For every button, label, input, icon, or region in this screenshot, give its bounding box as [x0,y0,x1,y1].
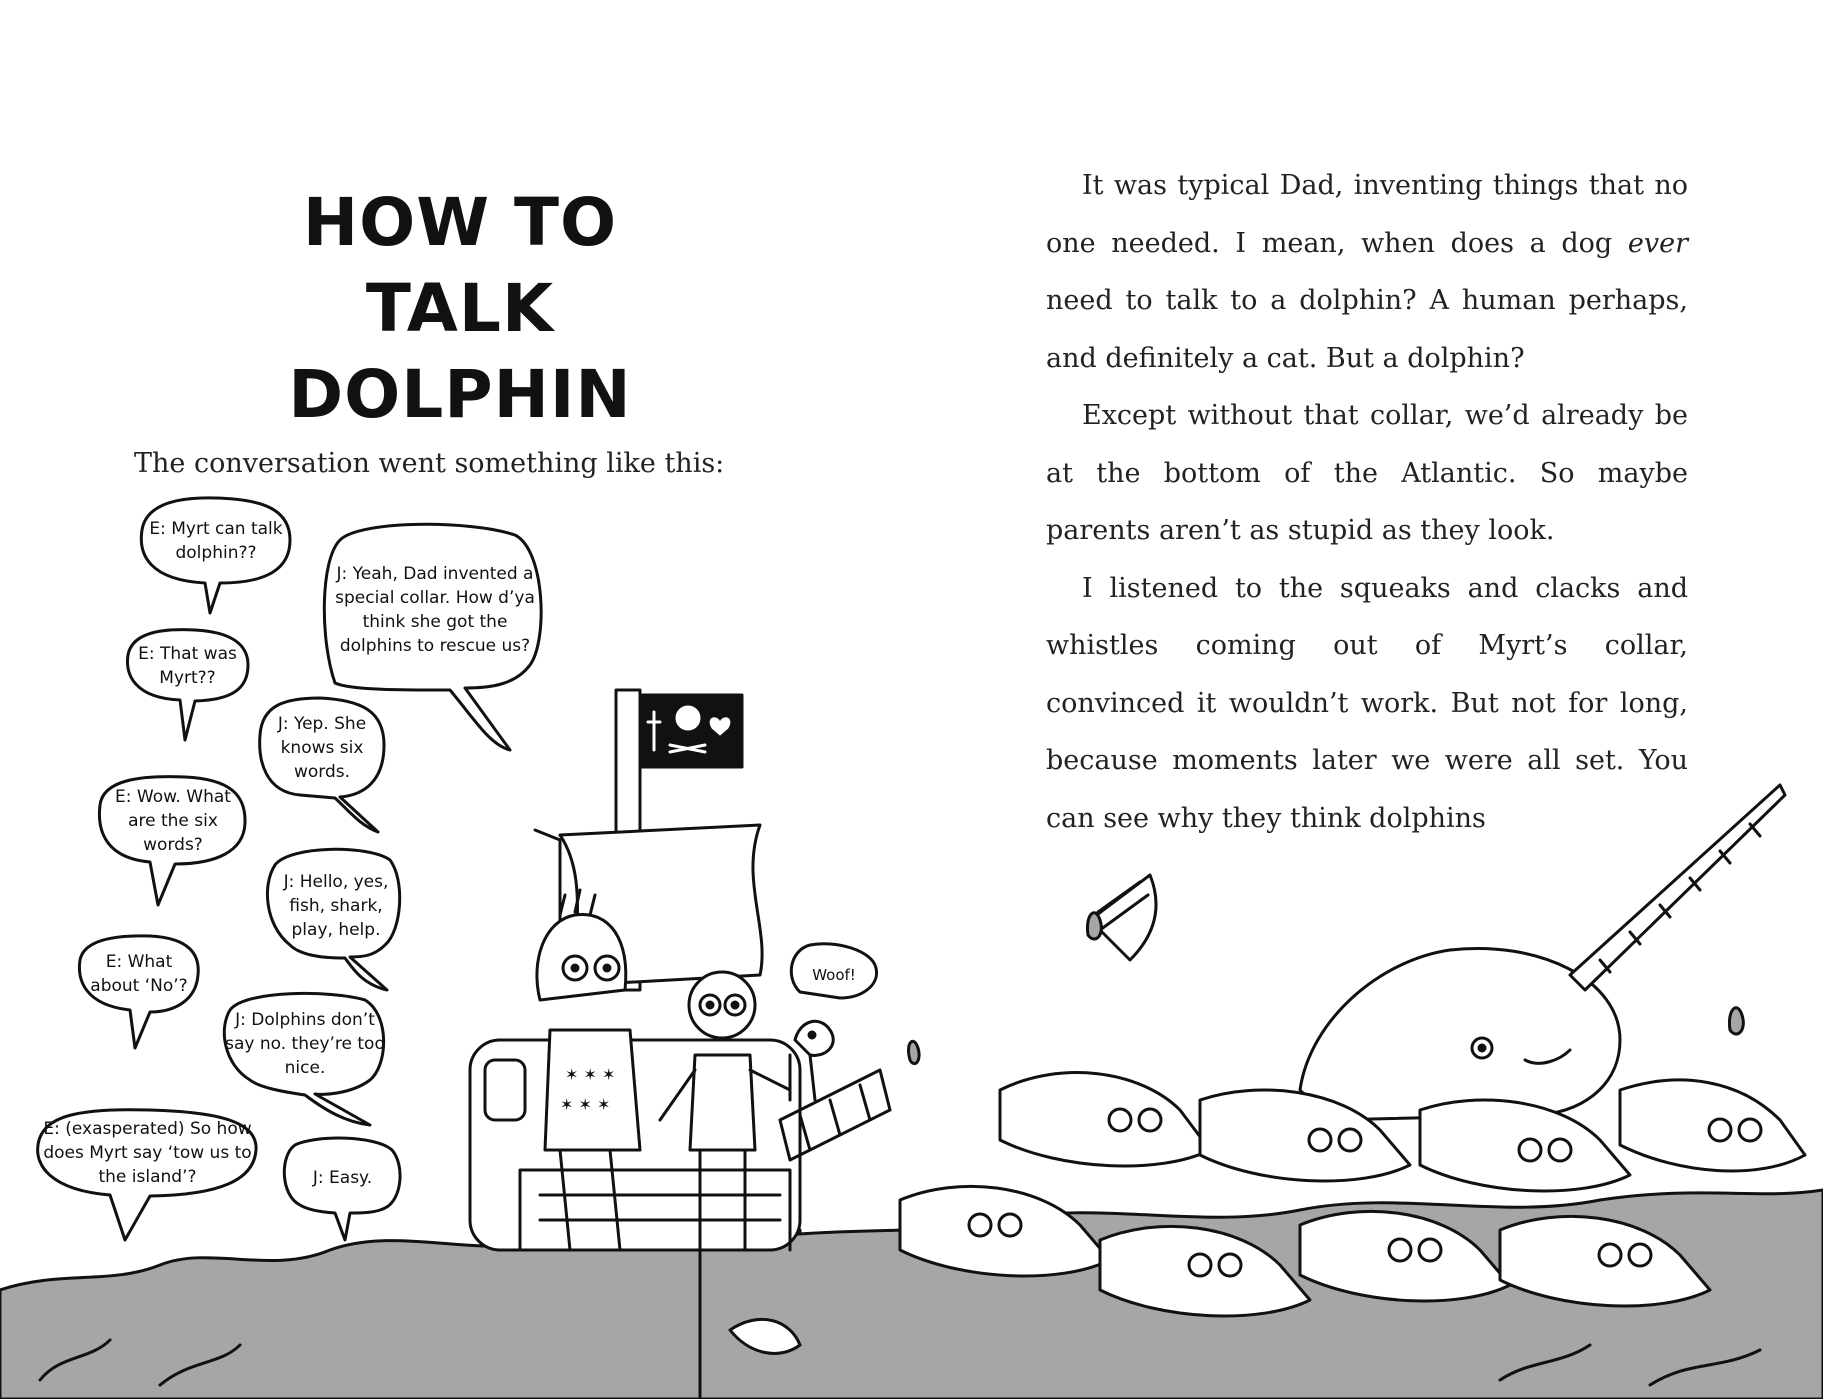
speech-bubble-4 [262,702,382,794]
speech-bubble-2-text: J: Yeah, Dad invented a special collar. How d’ya think she got the dolphins to rescue us? [335,564,535,656]
intro-text: The conversation went something like this: [134,448,725,479]
speech-bubble-8 [225,998,385,1090]
speech-bubble-6 [272,858,400,953]
speech-bubble-5-text: E: Wow. What are the six words? [115,787,231,855]
speech-bubble-4-text: J: Yep. She knows six words. [277,714,367,782]
svg-text:✶ ✶ ✶: ✶ ✶ ✶ [565,1065,616,1084]
speech-bubble-3 [130,635,245,697]
paragraph-1-part-a: It was typical Dad, inventing things that no one needed. I mean, when does a dog [1046,170,1688,259]
svg-text:✶ ✶ ✶: ✶ ✶ ✶ [560,1095,611,1114]
speech-bubble-3-text: E: That was Myrt?? [138,644,237,688]
paragraph-1-emphasis: ever [1627,227,1688,259]
speech-bubble-1 [145,505,287,577]
paragraph-1-part-b: need to talk to a dolphin? A human perhaps, and definitely a cat. But a dolphin? [1046,285,1688,374]
speech-bubble-1-text: E: Myrt can talk dolphin?? [149,519,283,563]
speech-bubble-10-text: J: Easy. [312,1167,373,1188]
speech-bubble-9-text: E: (exasperated) So how does Myrt say ‘tow us to the island’? [43,1119,252,1187]
speech-bubble-woof-text: Woof! [812,966,856,984]
chapter-title-line-2: DOLPHIN [288,356,632,433]
speech-bubble-6-text: J: Hello, yes, fish, shark, play, help. [283,871,389,940]
speech-bubble-8-text: J: Dolphins don’t say no. they’re too nice. [225,1010,385,1078]
paragraph-3: I listened to the squeaks and clacks and whistles coming out of Myrt’s collar, convinced it wouldn’t work. But not for long, because moments later we were all set. You can see why they think dolphins [1046,572,1688,834]
chapter-title-line-1: HOW TO TALK [302,184,618,347]
speech-bubble-2 [335,540,535,680]
speech-bubble-10 [285,1145,400,1210]
speech-bubble-7-text: E: What about ‘No’? [90,952,188,996]
speech-bubble-9 [40,1112,255,1194]
speech-bubble-7 [80,940,198,1008]
speech-bubble-woof [792,955,876,995]
sea-icon [0,1230,800,1399]
speech-bubble-5 [102,780,244,862]
paragraph-2: Except without that collar, we’d already be at the bottom of the Atlantic. So maybe parents aren’t as stupid as they look. [1046,400,1688,546]
narwhal-icon [909,785,1785,1120]
